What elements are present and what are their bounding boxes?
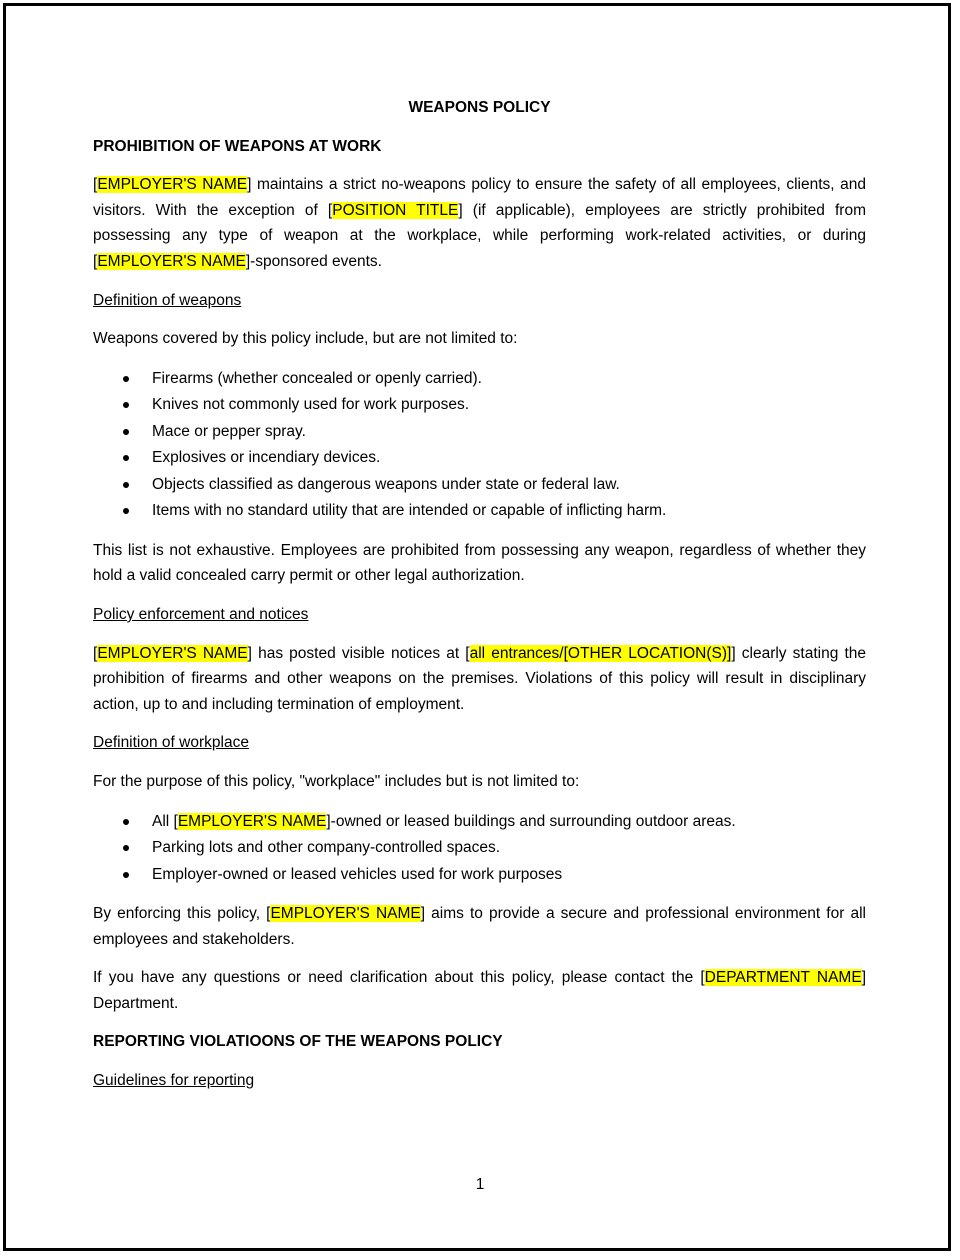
subheading-policy-enforcement: Policy enforcement and notices: [93, 605, 309, 623]
placeholder-employer-name: EMPLOYER'S NAME: [177, 812, 327, 830]
list-item: Items with no standard utility that are intended or capable of inflicting harm.: [93, 498, 866, 525]
document-body: [93, 95, 866, 1094]
document-title: WEAPONS POLICY: [408, 99, 551, 116]
section-heading-reporting: REPORTING VIOLATIOONS OF THE WEAPONS POLICY: [93, 1033, 503, 1051]
weapons-lead: Weapons covered by this policy include, but are not limited to:: [93, 330, 518, 348]
list-item: Objects classified as dangerous weapons under state or federal law.: [93, 472, 866, 499]
placeholder-employer-name: EMPLOYER'S NAME: [97, 252, 246, 270]
subheading-guidelines-for-reporting: Guidelines for reporting: [93, 1071, 255, 1089]
section-heading-prohibition: PROHIBITION OF WEAPONS AT WORK: [93, 137, 382, 155]
enforcing-paragraph: By enforcing this policy, [EMPLOYER'S NAME] aims to provide a secure and professional environment for all employees and stakeholders.: [93, 905, 866, 948]
list-item: Explosives or incendiary devices.: [93, 445, 866, 472]
placeholder-employer-name: EMPLOYER'S NAME: [97, 644, 248, 662]
placeholder-employer-name: EMPLOYER'S NAME: [270, 905, 421, 922]
not-exhaustive-paragraph: This list is not exhaustive. Employees are prohibited from possessing any weapon, regardless of whether they hold a valid concealed carry permit or other legal authorization.: [93, 541, 866, 585]
list-item: Firearms (whether concealed or openly carried).: [93, 366, 866, 393]
list-item: Knives not commonly used for work purposes.: [93, 392, 866, 419]
list-item: Parking lots and other company-controlled spaces.: [93, 835, 866, 862]
list-item: Mace or pepper spray.: [93, 419, 866, 446]
subheading-definition-of-weapons: Definition of weapons: [93, 291, 242, 309]
workplace-lead: For the purpose of this policy, "workplace" includes but is not limited to:: [93, 772, 580, 790]
placeholder-employer-name: EMPLOYER'S NAME: [97, 176, 248, 194]
placeholder-location: all entrances/[OTHER LOCATION(S)]: [469, 644, 732, 662]
questions-paragraph: If you have any questions or need clarification about this policy, please contact the [DEPARTMENT NAME] Department.: [93, 969, 866, 1012]
subheading-definition-of-workplace: Definition of workplace: [93, 734, 249, 752]
intro-paragraph: [EMPLOYER'S NAME] maintains a strict no-weapons policy to ensure the safety of all employees, clients, and visitors. With the exception of [POSITION TITLE] (if applicable), employees are strictly prohibited from possessing any type of weapon at the workplace, while performing work-related activities, or during [EMPLOYER'S NAME]-sponsored events.: [93, 176, 867, 270]
page-number: 1: [475, 1176, 485, 1193]
placeholder-department-name: DEPARTMENT NAME: [704, 969, 862, 987]
list-item: All [EMPLOYER'S NAME]-owned or leased buildings and surrounding outdoor areas.: [93, 809, 866, 836]
workplace-list: [93, 809, 866, 889]
weapons-list: [93, 366, 866, 525]
list-item: Employer-owned or leased vehicles used for work purposes: [93, 862, 866, 889]
placeholder-position-title: POSITION TITLE: [332, 201, 459, 219]
enforcement-paragraph: [EMPLOYER'S NAME] has posted visible notices at [all entrances/[OTHER LOCATION(S)]] clearly stating the prohibition of firearms and other weapons on the premises. Violations of this policy will result in disciplinary action, up to and including termination of employment.: [93, 644, 867, 713]
